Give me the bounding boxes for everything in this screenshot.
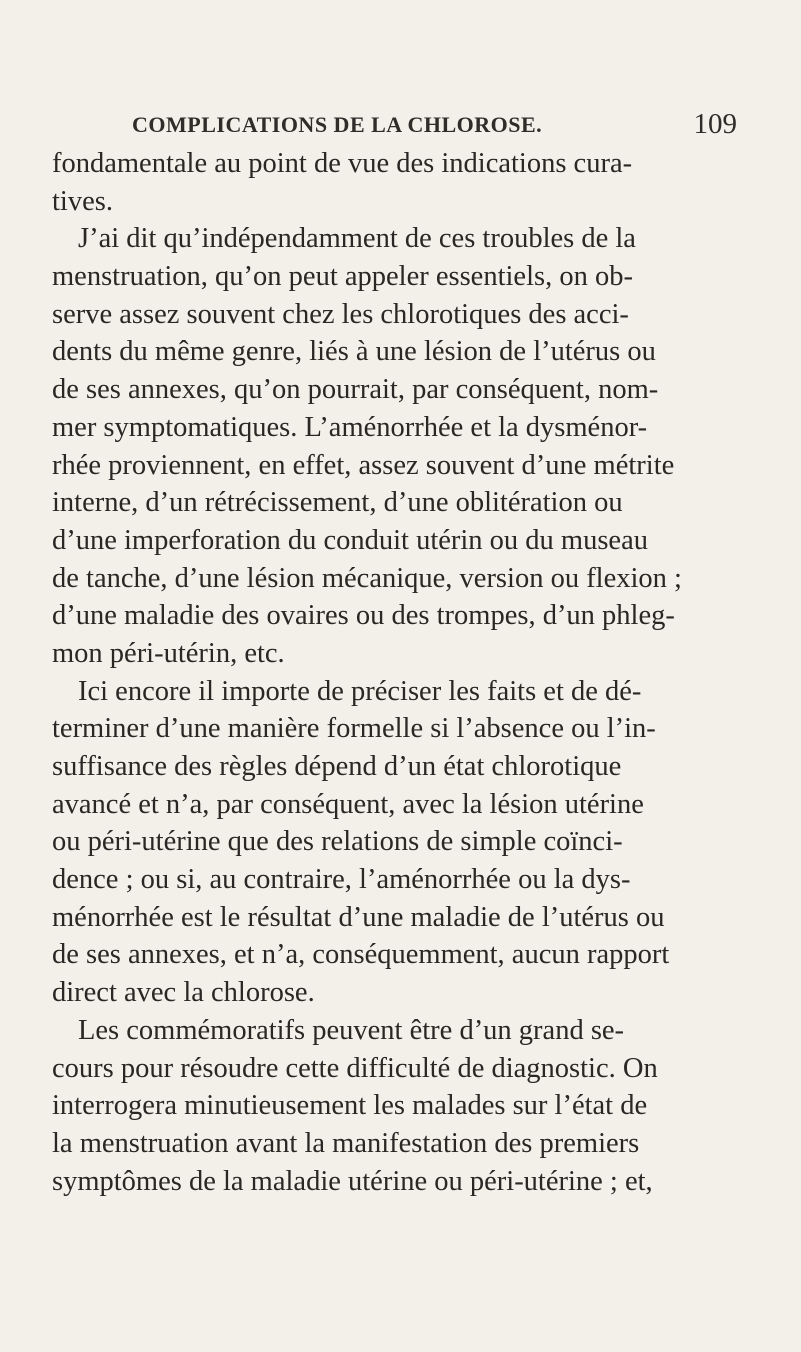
text-line: de ses annexes, qu’on pourrait, par conséquent, nom- [52, 374, 659, 406]
text-line: avancé et n’a, par conséquent, avec la lésion utérine [52, 788, 644, 820]
page-header [132, 108, 737, 142]
text-line: ou péri-utérine que des relations de simple coïnci- [52, 826, 623, 858]
paragraph-start-line: Ici encore il importe de préciser les faits et de dé- [78, 675, 642, 707]
paragraph-start-line: Les commémoratifs peuvent être d’un grand se- [78, 1014, 625, 1046]
text-line: cours pour résoudre cette difficulté de diagnostic. On [52, 1052, 658, 1084]
page-number: 109 [693, 108, 737, 140]
body-text [52, 145, 752, 1200]
text-line: dence ; ou si, au contraire, l’aménorrhée ou la dys- [52, 864, 631, 896]
text-line: direct avec la chlorose. [52, 977, 315, 1009]
text-line: d’une imperforation du conduit utérin ou du museau [52, 524, 648, 556]
text-line: dents du même genre, liés à une lésion de l’utérus ou [52, 336, 656, 368]
text-line: ménorrhée est le résultat d’une maladie de l’utérus ou [52, 901, 665, 933]
text-line: mon péri-utérin, etc. [52, 637, 285, 669]
text-line: interne, d’un rétrécissement, d’une oblitération ou [52, 487, 623, 519]
text-line: mer symptomatiques. L’aménorrhée et la dysménor- [52, 411, 648, 443]
text-line: menstruation, qu’on peut appeler essentiels, on ob- [52, 261, 633, 293]
text-line: serve assez souvent chez les chlorotiques des acci- [52, 298, 629, 330]
running-title: COMPLICATIONS DE LA CHLOROSE. [132, 112, 543, 137]
text-line: de tanche, d’une lésion mécanique, version ou flexion ; [52, 562, 682, 594]
text-line: rhée proviennent, en effet, assez souvent d’une métrite [52, 449, 675, 481]
paragraph-start-line: J’ai dit qu’indépendamment de ces troubles de la [78, 223, 636, 255]
text-line: symptômes de la maladie utérine ou péri-utérine ; et, [52, 1165, 653, 1197]
text-line: fondamentale au point de vue des indications cura- [52, 148, 633, 179]
text-line: interrogera minutieusement les malades sur l’état de [52, 1090, 648, 1122]
text-line: terminer d’une manière formelle si l’absence ou l’in- [52, 713, 656, 745]
text-line: suffisance des règles dépend d’un état chlorotique [52, 751, 622, 782]
text-line: la menstruation avant la manifestation des premiers [52, 1127, 640, 1159]
text-line: de ses annexes, et n’a, conséquemment, aucun rapport [52, 939, 670, 971]
text-line: d’une maladie des ovaires ou des trompes, d’un phleg- [52, 600, 675, 632]
text-line: tives. [52, 185, 113, 217]
